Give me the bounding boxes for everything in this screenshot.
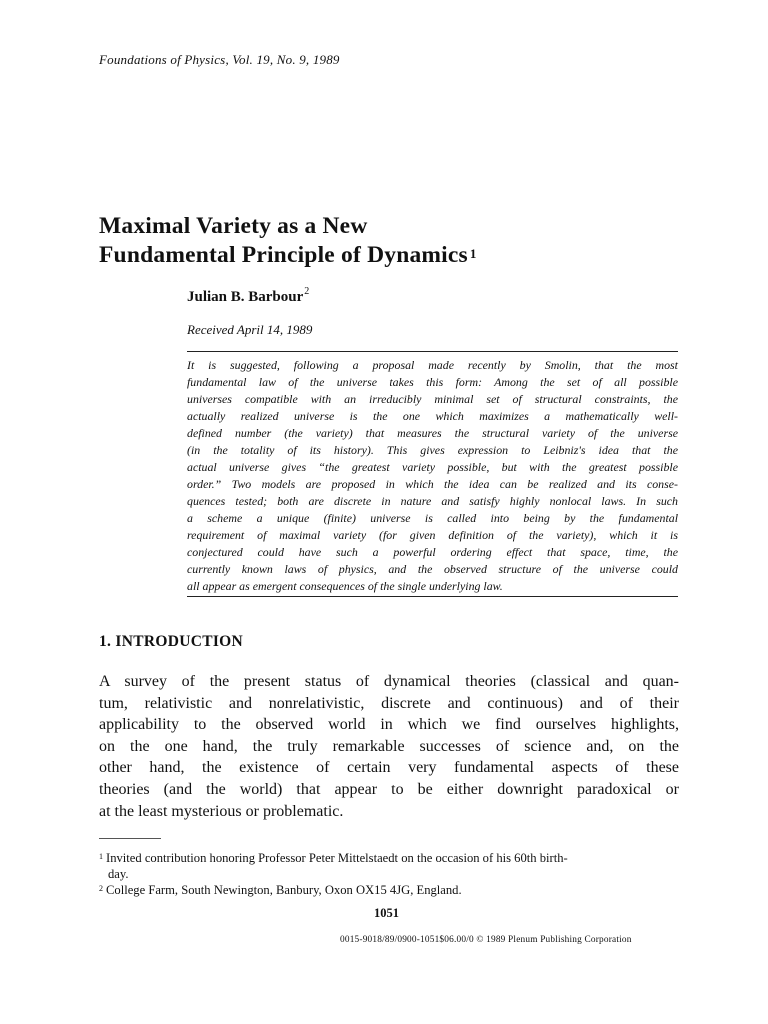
footnote-1-continuation: day. xyxy=(108,867,129,881)
abstract-line: requirement of maximal variety (for given definition of the variety), which it is xyxy=(187,528,678,542)
title-line-1: Maximal Variety as a New xyxy=(99,213,368,239)
footnote-rule xyxy=(99,838,161,839)
journal-header: Foundations of Physics, Vol. 19, No. 9, 1989 xyxy=(99,52,340,67)
intro-paragraph xyxy=(99,671,679,822)
intro-line: theories (and the world) that appear to be either downright paradoxical or xyxy=(99,780,679,798)
footnote-1-mark: 1 xyxy=(99,852,103,861)
abstract-line: universes compatible with an irreducibly minimal set of structural constraints, the xyxy=(187,392,678,406)
author-footnote-mark: 2 xyxy=(304,286,310,297)
title-footnote-mark: 1 xyxy=(469,246,477,261)
title-line-2 xyxy=(99,241,699,270)
intro-line: on the one hand, the truly remarkable successes of science and, on the xyxy=(99,737,679,755)
received-date: Received April 14, 1989 xyxy=(187,322,313,337)
author-name xyxy=(187,286,310,306)
intro-line: tum, relativistic and nonrelativistic, discrete and continuous) and of their xyxy=(99,694,679,712)
abstract-line: actually realized universe is the one which maximizes a mathematically well- xyxy=(187,409,678,423)
footnote-2-mark: 2 xyxy=(99,884,103,893)
footnote-1-text: Invited contribution honoring Professor Peter Mittelstaedt on the occasion of his 60th birth- xyxy=(106,851,568,865)
section-heading: 1. INTRODUCTION xyxy=(99,633,244,650)
footnote-2 xyxy=(99,882,679,898)
intro-line: other hand, the existence of certain very fundamental aspects of these xyxy=(99,759,679,777)
abstract-line: currently known laws of physics, and the observed structure of the universe could xyxy=(187,562,678,576)
footnote-2-text: College Farm, South Newington, Banbury, Oxon OX15 4JG, England. xyxy=(106,883,462,897)
abstract-top-rule xyxy=(187,351,678,352)
abstract-line: actual universe gives “the greatest variety possible, but with the greatest possible xyxy=(187,460,678,474)
footnotes xyxy=(99,850,679,898)
abstract-line: conjectured could have such a powerful ordering effect that space, time, the xyxy=(187,545,678,559)
abstract-line: fundamental law of the universe takes this form: Among the set of all possible xyxy=(187,375,678,389)
abstract xyxy=(187,357,678,595)
title-line-2-text: Fundamental Principle of Dynamics xyxy=(99,242,468,268)
abstract-line: defined number (the variety) that measures the structural variety of the universe xyxy=(187,426,678,440)
footnote-1 xyxy=(99,850,679,882)
abstract-line: quences tested; both are discrete in nature and satisfy highly nonlocal laws. In such xyxy=(187,494,678,508)
paper-title xyxy=(99,212,699,270)
abstract-line: order.” Two models are proposed in which the idea can be realized and its conse- xyxy=(187,477,678,491)
author-name-text: Julian B. Barbour xyxy=(187,289,304,305)
copyright-line: 0015-9018/89/0900-1051$06.00/0 © 1989 Plenum Publishing Corporation xyxy=(340,935,632,945)
intro-line: applicability to the observed world in which we find ourselves highlights, xyxy=(99,716,679,734)
abstract-line: all appear as emergent consequences of the single underlying law. xyxy=(187,579,503,593)
page-number: 1051 xyxy=(374,906,399,920)
abstract-line: (in the totality of its history). This gives expression to Leibniz's idea that the xyxy=(187,443,678,457)
abstract-line: It is suggested, following a proposal made recently by Smolin, that the most xyxy=(187,358,678,372)
intro-line: A survey of the present status of dynamical theories (classical and quan- xyxy=(99,673,679,690)
abstract-line: a scheme a unique (finite) universe is called into being by the fundamental xyxy=(187,511,678,525)
abstract-bottom-rule xyxy=(187,596,678,597)
intro-line: at the least mysterious or problematic. xyxy=(99,802,344,820)
